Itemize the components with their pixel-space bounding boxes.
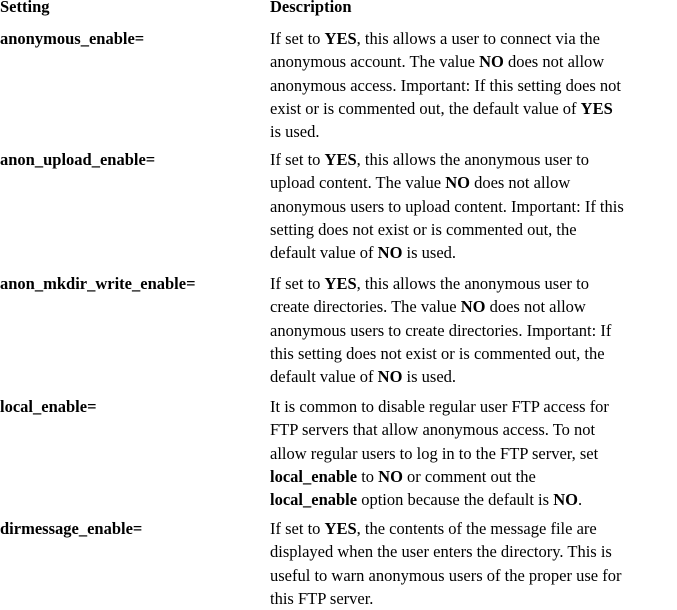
text-run: anonymous account. The value bbox=[270, 52, 480, 72]
text-run: , this allows a user to connect via the bbox=[356, 29, 600, 48]
setting-name: dirmessage_enable= bbox=[0, 519, 143, 538]
text-run: If set to bbox=[270, 274, 325, 293]
text-run: is used. bbox=[402, 367, 457, 387]
text-run: , this allows the anonymous user to bbox=[356, 150, 589, 169]
description-line bbox=[270, 587, 677, 610]
text-run: anonymous users to create directories. Important: If bbox=[270, 320, 612, 340]
setting-name: anonymous_enable= bbox=[0, 29, 145, 48]
text-run: is used. bbox=[270, 122, 320, 142]
description-line bbox=[270, 488, 677, 511]
text-run: It is common to disable regular user FTP access for bbox=[270, 397, 609, 416]
setting-name: anon_mkdir_write_enable= bbox=[0, 274, 196, 293]
text-run: anonymous access. Important: If this setting does not bbox=[270, 75, 622, 95]
text-run: or comment out the bbox=[402, 466, 536, 486]
text-run: setting does not exist or is commented out, the bbox=[270, 219, 577, 239]
description-line bbox=[270, 395, 677, 418]
text-run: exist or is commented out, the default value of bbox=[270, 98, 581, 118]
setting-description bbox=[270, 272, 677, 388]
table-header bbox=[0, 0, 677, 18]
bold-term: YES bbox=[324, 274, 357, 293]
text-run: does not allow bbox=[469, 173, 571, 193]
text-run: anonymous users to upload content. Important: If this bbox=[270, 196, 624, 216]
text-run: this setting does not exist or is commented out, the bbox=[270, 343, 605, 363]
setting-name: anon_upload_enable= bbox=[0, 150, 156, 169]
text-run: displayed when the user enters the directory. This is bbox=[270, 542, 612, 562]
description-line bbox=[270, 295, 677, 318]
text-run: useful to warn anonymous users of the proper use for bbox=[270, 565, 622, 585]
bold-term: YES bbox=[324, 29, 357, 48]
description-line bbox=[270, 27, 677, 50]
bold-term: NO bbox=[378, 466, 403, 486]
description-line bbox=[270, 517, 677, 540]
text-run: allow regular users to log in to the FTP server, set bbox=[270, 443, 599, 463]
description-line bbox=[270, 148, 677, 171]
text-run: does not allow bbox=[503, 52, 605, 72]
description-line bbox=[270, 540, 677, 563]
bold-term: YES bbox=[324, 150, 357, 169]
header-description: Description bbox=[270, 0, 352, 16]
bold-term: NO bbox=[445, 173, 470, 193]
text-run: default value of bbox=[270, 243, 378, 263]
bold-term: YES bbox=[324, 519, 357, 538]
text-run: , this allows the anonymous user to bbox=[356, 274, 589, 293]
description-line bbox=[270, 418, 677, 441]
description-line bbox=[270, 74, 677, 97]
text-run: this FTP server. bbox=[270, 588, 374, 608]
description-line bbox=[270, 442, 677, 465]
text-run: does not allow bbox=[485, 297, 586, 317]
description-line bbox=[270, 319, 677, 342]
description-line bbox=[270, 241, 677, 264]
setting-description bbox=[270, 517, 677, 610]
bold-term: YES bbox=[580, 98, 613, 118]
setting-description bbox=[270, 27, 677, 143]
bold-term: NO bbox=[460, 297, 486, 317]
bold-term: NO bbox=[553, 490, 578, 510]
setting-description bbox=[270, 395, 677, 511]
text-run: , the contents of the message file are bbox=[356, 519, 597, 538]
text-run: option because the default is bbox=[357, 490, 554, 510]
bold-term: local_enable bbox=[270, 490, 358, 510]
description-line bbox=[270, 218, 677, 241]
text-run: default value of bbox=[270, 367, 378, 387]
text-run: . bbox=[577, 490, 583, 510]
description-line bbox=[270, 171, 677, 194]
header-setting: Setting bbox=[0, 0, 50, 16]
text-run: FTP servers that allow anonymous access. To not bbox=[270, 420, 596, 440]
text-run: create directories. The value bbox=[270, 297, 461, 317]
description-line bbox=[270, 564, 677, 587]
bold-term: NO bbox=[377, 367, 403, 387]
description-line bbox=[270, 120, 677, 143]
description-line bbox=[270, 97, 677, 120]
description-line bbox=[270, 272, 677, 295]
bold-term: local_enable bbox=[270, 466, 358, 486]
description-line bbox=[270, 365, 677, 388]
text-run: upload content. The value bbox=[270, 173, 446, 193]
description-line bbox=[270, 195, 677, 218]
text-run: If set to bbox=[270, 150, 325, 169]
description-line bbox=[270, 465, 677, 488]
bold-term: NO bbox=[377, 243, 403, 263]
description-line bbox=[270, 342, 677, 365]
text-run: to bbox=[357, 466, 379, 486]
text-run: is used. bbox=[402, 243, 457, 263]
setting-name: local_enable= bbox=[0, 397, 97, 416]
description-line bbox=[270, 50, 677, 73]
text-run: If set to bbox=[270, 29, 325, 48]
text-run: If set to bbox=[270, 519, 325, 538]
setting-description bbox=[270, 148, 677, 264]
bold-term: NO bbox=[479, 52, 504, 72]
